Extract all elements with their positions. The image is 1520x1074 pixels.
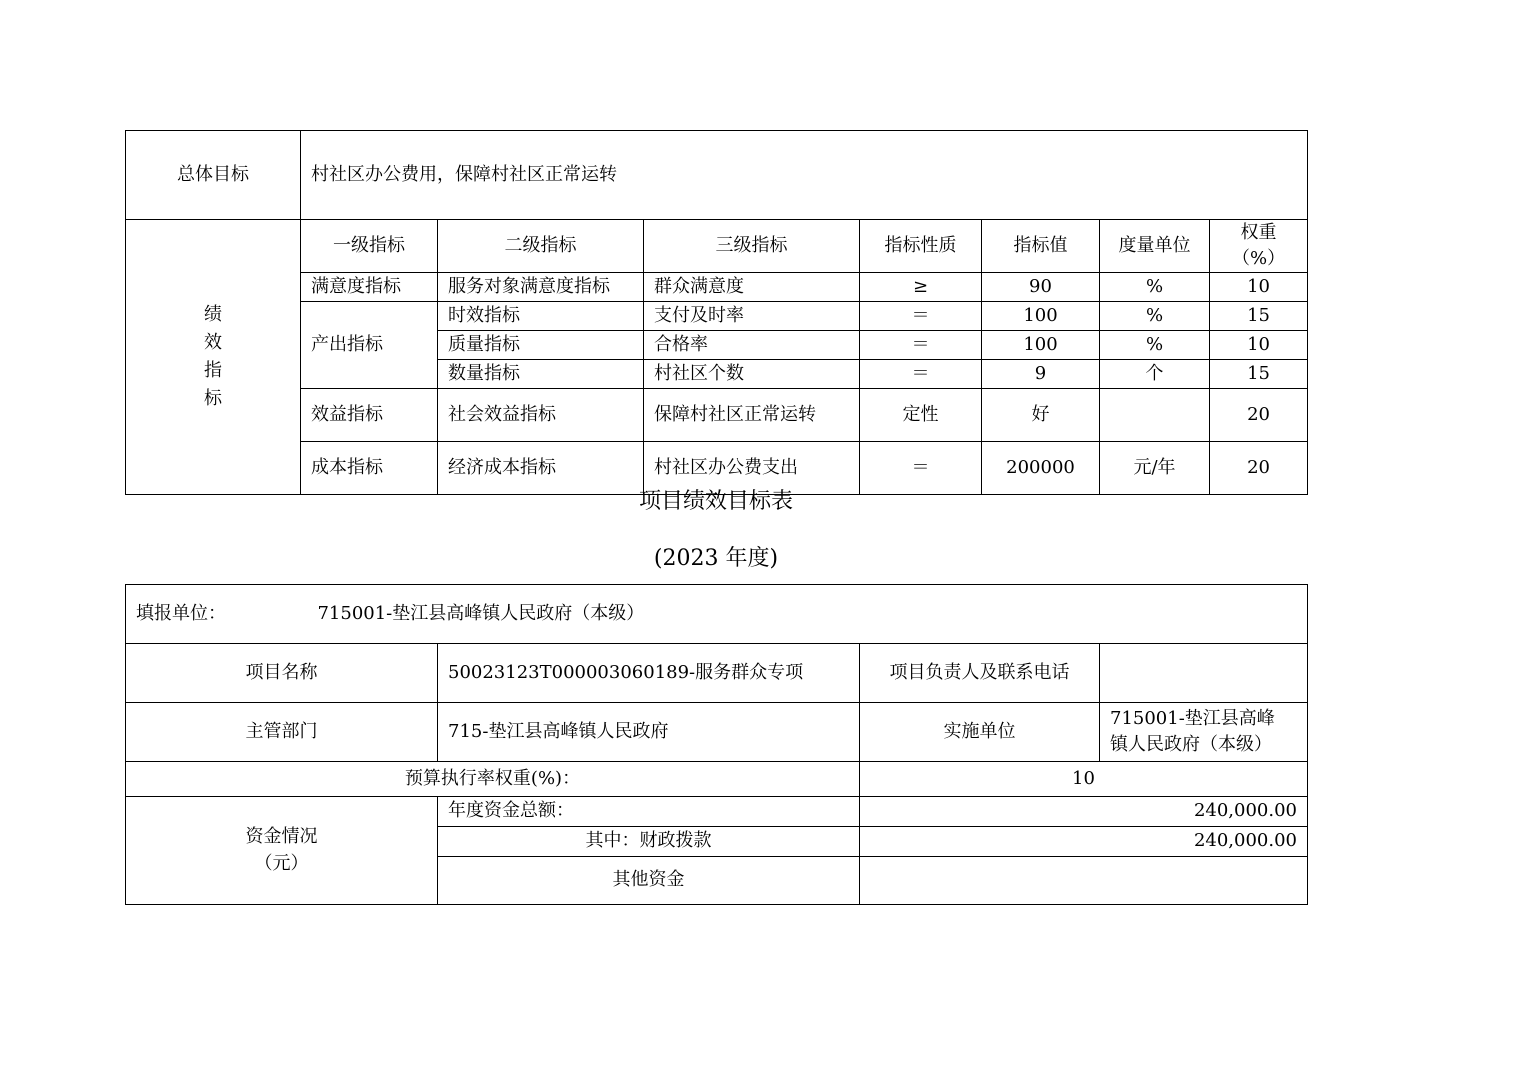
fiscal-value: 240,000.00: [860, 827, 1308, 857]
budget-rate-label: 预算执行率权重(%)：: [126, 762, 860, 797]
cell-nature: ＝: [860, 360, 982, 389]
cell-weight: 20: [1210, 442, 1308, 495]
funds-label: [126, 797, 438, 905]
cell-unit: %: [1100, 331, 1210, 360]
header-value: 指标值: [982, 220, 1100, 273]
project-info-table: [125, 584, 1308, 905]
cell-level2: 经济成本指标: [438, 442, 644, 495]
cell-value: 9: [982, 360, 1100, 389]
header-nature: 指标性质: [860, 220, 982, 273]
cell-level1: 成本指标: [301, 442, 438, 495]
cell-weight: 15: [1210, 302, 1308, 331]
impl-value: [1100, 703, 1308, 762]
contact-label: 项目负责人及联系电话: [860, 644, 1100, 703]
cell-nature: ≥: [860, 273, 982, 302]
cell-weight: 10: [1210, 331, 1308, 360]
cell-level3: 支付及时率: [644, 302, 860, 331]
cell-level3: 村社区个数: [644, 360, 860, 389]
impl-label: 实施单位: [860, 703, 1100, 762]
table-row: [126, 389, 1308, 442]
cell-nature: ＝: [860, 442, 982, 495]
cell-value: 100: [982, 302, 1100, 331]
cell-value: 100: [982, 331, 1100, 360]
dept-label: 主管部门: [126, 703, 438, 762]
cell-nature: 定性: [860, 389, 982, 442]
table-row: [126, 302, 1308, 331]
annual-total-label: 年度资金总额：: [438, 797, 860, 827]
cell-value: 90: [982, 273, 1100, 302]
header-unit: 度量单位: [1100, 220, 1210, 273]
reporting-unit-row: [126, 585, 1308, 644]
header-level2: 二级指标: [438, 220, 644, 273]
table-row: [126, 273, 1308, 302]
indicator-char: 标: [204, 388, 222, 410]
cell-unit: %: [1100, 302, 1210, 331]
other-funds-label: 其他资金: [438, 857, 860, 905]
reporting-unit-value: 715001-垫江县高峰镇人民政府（本级）: [317, 602, 645, 624]
cell-nature: ＝: [860, 302, 982, 331]
fiscal-label: 其中：财政拨款: [438, 827, 860, 857]
indicator-char: 效: [204, 332, 222, 354]
cell-level2: 社会效益指标: [438, 389, 644, 442]
funds-label-line2: （元）: [254, 852, 309, 874]
cell-value: 200000: [982, 442, 1100, 495]
cell-level2: 数量指标: [438, 360, 644, 389]
cell-level3: 村社区办公费支出: [644, 442, 860, 495]
funds-label-line1: 资金情况: [245, 826, 318, 848]
overall-goal-label: 总体目标: [126, 131, 301, 220]
cell-level1: 满意度指标: [301, 273, 438, 302]
document-title: 项目绩效目标表: [638, 489, 793, 514]
impl-value-line1: 715001-垫江县高峰: [1110, 707, 1275, 729]
dept-value: 715-垫江县高峰镇人民政府: [438, 703, 860, 762]
contact-value: [1100, 644, 1308, 703]
project-name-value: 50023123T000003060189-服务群众专项: [438, 644, 860, 703]
project-name-label: 项目名称: [126, 644, 438, 703]
performance-indicator-table: [125, 130, 1308, 495]
cell-unit: %: [1100, 273, 1210, 302]
annual-total-value: 240,000.00: [860, 797, 1308, 827]
impl-value-line2: 镇人民政府（本级）: [1110, 734, 1272, 755]
cell-level2: 服务对象满意度指标: [438, 273, 644, 302]
header-level3: 三级指标: [644, 220, 860, 273]
cell-level2: 质量指标: [438, 331, 644, 360]
cell-weight: 15: [1210, 360, 1308, 389]
cell-nature: ＝: [860, 331, 982, 360]
indicator-char: 绩: [204, 304, 222, 326]
cell-unit: 元/年: [1100, 442, 1210, 495]
reporting-unit-label: 填报单位：: [136, 602, 226, 624]
cell-level3: 合格率: [644, 331, 860, 360]
indicator-char: 指: [204, 360, 222, 382]
cell-weight: 20: [1210, 389, 1308, 442]
header-weight: 权重（%）: [1210, 220, 1308, 273]
cell-level1: 产出指标: [301, 302, 438, 389]
budget-rate-value: 10: [860, 762, 1308, 797]
header-level1: 一级指标: [301, 220, 438, 273]
cell-level2: 时效指标: [438, 302, 644, 331]
cell-level3: 保障村社区正常运转: [644, 389, 860, 442]
cell-level1: 效益指标: [301, 389, 438, 442]
indicator-vertical-label: [126, 220, 301, 495]
document-year: (2023 年度): [653, 546, 779, 571]
cell-unit: 个: [1100, 360, 1210, 389]
cell-unit: [1100, 389, 1210, 442]
overall-goal-text: 村社区办公费用，保障村社区正常运转: [301, 131, 1308, 220]
cell-weight: 10: [1210, 273, 1308, 302]
other-funds-value: [860, 857, 1308, 905]
cell-value: 好: [982, 389, 1100, 442]
cell-level3: 群众满意度: [644, 273, 860, 302]
